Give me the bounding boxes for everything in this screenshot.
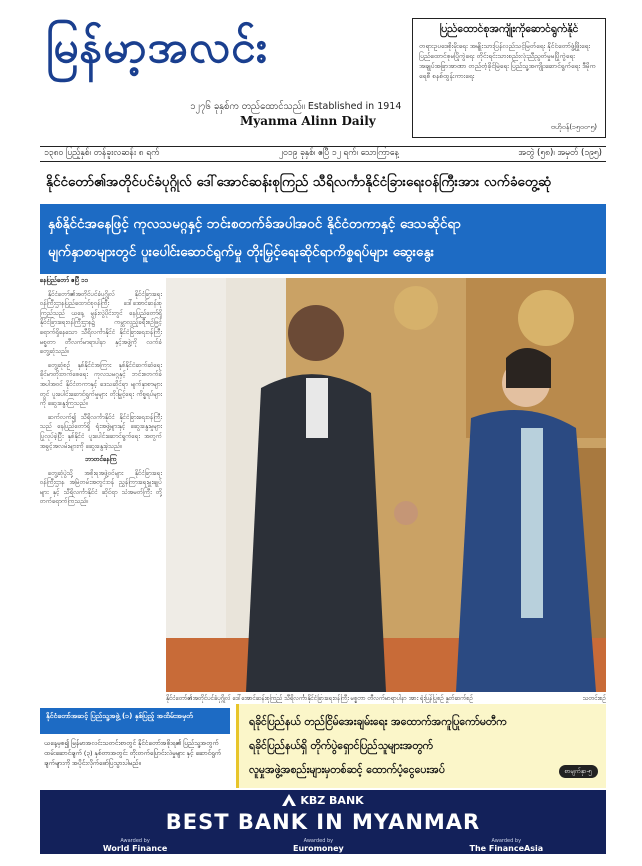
main-headline-line2: မျက်နှာစာများတွင် ပူးပေါင်းဆောင်ရွက်မှု တိုးမြှင့်ရေးဆိုင်ရာကိစ္စရပ်များ ဆွေးနွေး: [48, 244, 435, 260]
article-column: [40, 276, 162, 696]
date-myanmar: ၁၃၈၀ ပြည့်နှစ်၊ တန်ခူးလဆန်း ၈ ရက်: [44, 148, 160, 158]
motto-signature: ဗဟိုဝန်(၁၅၀၀-၅): [550, 123, 597, 131]
main-headline-box[interactable]: [40, 204, 606, 274]
main-headline-line1: နှစ်နိုင်ငံအနေဖြင့် ကုလသမဂ္ဂနှင့် ဘင်းစတက်ခ်အပါအဝင် နိုင်ငံတကာနှင့် ဒေသဆိုင်ရာ: [48, 216, 461, 232]
award-org: The FinanceAsia: [469, 844, 544, 853]
award-org: Euromoney: [292, 844, 344, 853]
article-dateline: နေပြည်တော် ဧပြီ ၁၁: [40, 277, 89, 284]
article-subhead: ဘာတင်နေကြ: [85, 456, 117, 464]
award-item: [469, 838, 543, 853]
article-paragraph: ဆက်လက်၍ သီရိလင်္ကာနိုင်ငံ နိုင်ငံခြားရေးဝန်ကြီးသည် နေပြည်တော်ရှိ ရုံးအဖွဲ့များနှင့် ဆွေးနွေးမှုများ ပြုလုပ်ခဲ့ပြီး နှစ်နိုင်ငံ ပူးပေါင်းဆောင်ရွက်ရေး အတွက် အခွင့်အလမ်းများကို ဆွေးနွေးခဲ့သည်။: [40, 413, 162, 450]
ad-title: BEST BANK IN MYANMAR: [165, 810, 481, 834]
newspaper-logo: မြန်မာ့အလင်း: [46, 22, 268, 73]
date-gregorian: ၂၀၁၉ ခုနှစ်၊ ဧပြီ ၁၂ ရက်၊ သောကြာနေ့: [278, 148, 399, 158]
lead-photo[interactable]: [166, 278, 606, 692]
motto-title: ပြည်ထောင်စုအကျိုးကိုဆောင်ရွက်နိုင်: [439, 23, 579, 35]
caption-text: နိုင်ငံတော်၏အတိုင်ပင်ခံပုဂ္ဂိုလ် ဒေါ်အောင်ဆန်းစုကြည် သီရိလင်္ကာနိုင်ငံခြားရေးဝန်ကြီး မစ္စတာ တီလက်မာရာပါနာ အား ရုံးပြန်ပြုစဉ် နှုတ်ဆက်စဉ်: [166, 695, 474, 702]
issue-number: အတွဲ (၅၈)၊ အမှတ် (၁၉၅): [518, 148, 602, 158]
award-item: [103, 838, 167, 853]
ad-brand: [40, 794, 606, 807]
notice-body: ယနေ့မှစ၍ မြန်မာအလင်းသတင်းစာတွင် နိုင်ငံတော်အစိုးရ၏ ပြည်သူ့အတွက် ထမ်းဆောင်ချက် (၃) နှစ်တာအတွင်း တိုးတက်ပြောင်းလဲမှုများ နှင့် ဆောင်ရွက်ချက်များကို အပိုင်းလိုက်ဖော်ပြသွားပါမည်။: [44, 739, 221, 767]
motto-body: တရားဥပဒေစိုးမိုးရေး အမျိုးသားပြန်လည်သင့်မြတ်ရေး နိုင်ငံတော်ဖွံ့ဖြိုးရေး ပြည်ထောင်စုမပြိုကွဲရေး တိုင်းရင်းသားစည်းလုံးညီညွတ်မှုမပြိုကွဲရေး အချုပ်အခြာအာဏာ တည်တံ့ခိုင်မြဲရေး ပြည်သူ့အကျိုးဆောင်ရွက်ရေး ဒီမိုကရေစီ စနစ်ထွန်းကားရေး: [419, 42, 596, 80]
handshake-photo-illustration: [166, 278, 606, 692]
top-headline[interactable]: နိုင်ငံတော်၏အတိုင်ပင်ခံပုဂ္ဂိုလ် ဒေါ်အောင်ဆန်းစုကြည် သီရိလင်္ကာနိုင်ငံခြားရေးဝန်ကြီးအား လက်ခံတွေ့ဆုံ: [46, 174, 552, 190]
article-paragraph: တွေ့ဆုံစဉ် နှစ်နိုင်ငံအကြား နှစ်နိုင်ငံဆက်ဆံရေး ခိုင်မာတိုးတက်စေရေး ကုလသမဂ္ဂနှင့် ဘင်းစတက်ခ် အပါအဝင် နိုင်ငံတကာနှင့် ဒေသဆိုင်ရာ မျက်နှာစာများတွင် ပူးပေါင်းဆောင်ရွက်မှုများ တိုးမြှင့်ရေး ကိစ္စရပ်များကို ဆွေးနွေးကြသည်။: [40, 361, 162, 408]
photo-credit: သတင်းစဉ်: [582, 695, 606, 702]
related-headline-line1: ရခိုင်ပြည်နယ် တည်ငြိမ်အေးချမ်းရေး အထောက်အကူပြုကော်မတီက: [249, 716, 507, 728]
masthead: [40, 20, 406, 132]
kbz-bank-advertisement[interactable]: [40, 790, 606, 854]
article-paragraph: တွေ့ဆုံပွဲသို့ အစိုးရအဖွဲ့ဝင်များ နိုင်ငံခြားရေးဝန်ကြီးဌာန အမြဲတမ်းအတွင်းဝန် ညွှန်ကြားရေးမှူးချုပ်များ နှင့် သီရိလင်္ကာနိုင်ငံ ဆိုင်ရာ သံအမတ်ကြီး တို့ တက်ရောက်ကြသည်။: [40, 469, 162, 506]
ad-brand-name: KBZ BANK: [300, 794, 364, 807]
award-by: Awarded by: [303, 838, 334, 844]
notice-header[interactable]: နိုင်ငံတော်အဆင့် ပြည်သူ့အဖွဲ့ (၁) နှစ်ပြည့် အထိမ်းအမှတ်: [40, 708, 230, 734]
award-item: [293, 838, 344, 853]
award-org: World Finance: [102, 844, 168, 853]
article-paragraph: နိုင်ငံတော်၏အတိုင်ပင်ခံပုဂ္ဂိုလ် နိုင်ငံခြားရေးဝန်ကြီးဌာနပြည်ထောင်စုဝန်ကြီး ဒေါ်အောင်ဆန်းစုကြည်သည် ယနေ့ မွန်းလွဲပိုင်းတွင် နေပြည်တော်ရှိ နိုင်ငံခြားရေးဝန်ကြီးဌာန၌ ကမ္ဘာလှည့်ခရီးစဉ်ဖြင့် ရောက်ရှိနေသော သီရိလင်္ကာနိုင်ငံ နိုင်ငံခြားရေးဝန်ကြီး မစ္စတာ တီလက်မာရာပါနာ နှင့်အဖွဲ့ကို လက်ခံတွေ့ဆုံသည်။: [40, 290, 162, 356]
page-reference-badge[interactable]: စာမျက်နှာ-၅: [559, 765, 598, 778]
related-story-box[interactable]: [236, 704, 606, 788]
english-name: Myanma Alinn Daily: [240, 114, 376, 128]
related-headline-line3: လူမှုအဖွဲ့အစည်းများမှတစ်ဆင့် ထောက်ပံ့ငွေပေးအပ်: [249, 764, 445, 776]
ad-awards: [40, 838, 606, 853]
date-bar: [40, 146, 606, 162]
award-by: Awarded by: [120, 838, 150, 844]
motto-box: [412, 18, 606, 138]
related-headline-line2: ရခိုင်ပြည်နယ်ရှိ တိုက်ပွဲရှောင်ပြည်သူများအတွက်: [249, 740, 434, 752]
newspaper-page: [40, 14, 606, 854]
award-by: Awarded by: [491, 838, 522, 844]
kbz-logo-icon: [282, 794, 296, 806]
established-line: ၁၂၇၆ ခုနှစ်က တည်ထောင်သည်။ Established in 1914: [190, 101, 402, 112]
